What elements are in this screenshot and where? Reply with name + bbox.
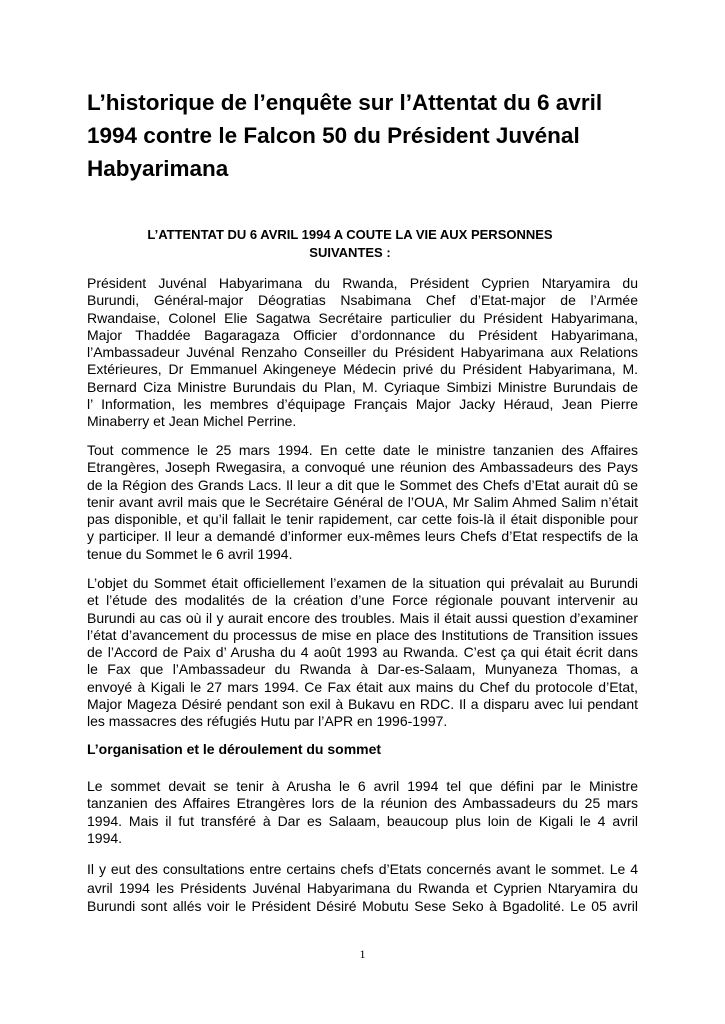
text-line: Burundi sont allés voir le Président Désiré Mobutu Sese Seko à Bgadolité. Le 05 avril bbox=[87, 898, 638, 914]
subheading: L’organisation et le déroulement du sommet bbox=[87, 741, 382, 757]
text-line: Le sommet devait se tenir à Arusha le 6 avril 1994 tel que défini par le Ministre bbox=[87, 778, 638, 794]
text-line: y participer. Il leur a demandé d’informer eux-mêmes leurs Chefs d’Etat respectifs de la bbox=[87, 528, 638, 545]
text-line: 1994. Mais il fut transféré à Dar es Salaam, beaucoup plus loin de Kigali le 4 avril bbox=[87, 812, 638, 829]
text-line: Rwandaise, Colonel Elie Sagatwa Secrétaire particulier du Président Habyarimana, bbox=[87, 309, 638, 326]
text-line: Major Mageza Désiré pendant son exil à Bukavu en RDC. Il a disparu avec lui pendant bbox=[87, 696, 638, 713]
text-line: Burundi au cas où il y aurait encore des troubles. Mais il était aussi question d’examiner bbox=[87, 609, 638, 626]
document-title: L’historique de l’enquête sur l’Attentat du 6 avril 1994 contre le Falcon 50 du Président Juvénal Habyarimana bbox=[87, 90, 603, 181]
text-line: le Fax que l’Ambassadeur du Rwanda à Dar-es-Salaam, Munyaneza Thomas, a bbox=[87, 661, 638, 678]
text-line: Extérieures, Dr Emmanuel Akingeneye Médecin privé du Président Habyarimana, M. bbox=[87, 361, 638, 378]
text-line: l’Ambassadeur Juvénal Renzaho Conseiller du Président Habyarimana aux Relations bbox=[87, 344, 638, 361]
text-line: Minaberry et Jean Michel Perrine. bbox=[87, 413, 297, 430]
text-line: les massacres des réfugiés Hutu par l’APR en 1996-1997. bbox=[87, 713, 448, 730]
text-line: Bernard Ciza Ministre Burundais du Plan, M. Cyriaque Simbizi Ministre Burundais de bbox=[87, 378, 638, 395]
text-line: L’objet du Sommet était officiellement l’examen de la situation qui prévalait au Burundi bbox=[87, 575, 638, 591]
text-line: l’état d’avancement du processus de mise en place des Institutions de Transition issues bbox=[87, 626, 638, 643]
text-line: Burundi, Général-major Déogratias Nsabimana Chef d’Etat-major de l’Armée bbox=[87, 292, 638, 309]
section-heading-line: SUIVANTES : bbox=[309, 245, 391, 260]
text-line: 1994. bbox=[87, 829, 123, 846]
text-line: de la Région des Grands Lacs. Il leur a dit que le Sommet des Chefs d’Etat aurait dû se bbox=[87, 476, 638, 493]
section-heading bbox=[100, 226, 600, 262]
section-heading-line: L’ATTENTAT DU 6 AVRIL 1994 A COUTE LA VIE AUX PERSONNES bbox=[147, 227, 553, 242]
paragraph-summit-location bbox=[87, 778, 638, 847]
text-line: avril 1994 les Présidents Juvénal Habyarimana du Rwanda et Cyprien Ntaryamira du bbox=[87, 879, 638, 896]
text-line: tenir avant avril mais que le Secrétaire Général de l’OUA, Mr Salim Ahmed Salim n’était bbox=[87, 493, 638, 510]
text-line: Il y eut des consultations entre certains chefs d’Etats concernés avant le sommet. Le 4 bbox=[87, 861, 638, 877]
paragraph-victims bbox=[87, 275, 638, 431]
text-line: pas disponible, et qu’il fallait le tenir rapidement, car cette fois-là il était disponible pour bbox=[87, 511, 638, 528]
text-line: Président Juvénal Habyarimana du Rwanda, Président Cyprien Ntaryamira du bbox=[87, 275, 638, 291]
paragraph-origins bbox=[87, 442, 638, 563]
text-line: et l’étude des modalités de la création d’une Force régionale pouvant intervenir au bbox=[87, 592, 638, 609]
text-line: Major Thaddée Bagaragaza Officier d’ordonnance du Président Habyarimana, bbox=[87, 326, 638, 343]
text-line: envoyé à Kigali le 27 mars 1994. Ce Fax était aux mains du Chef du protocole d’Etat, bbox=[87, 678, 638, 695]
text-line: Tout commence le 25 mars 1994. En cette date le ministre tanzanien des Affaires bbox=[87, 442, 638, 458]
paragraph-consultations bbox=[87, 860, 638, 916]
text-line: tenue du Sommet le 6 avril 1994. bbox=[87, 545, 293, 562]
page-number: 1 bbox=[359, 947, 366, 961]
text-line: l’ Information, les membres d’équipage Français Major Jacky Héraud, Jean Pierre bbox=[87, 396, 638, 413]
text-line: de l’Accord de Paix d’ Arusha du 4 août 1993 au Rwanda. C’est ça qui était écrit dans bbox=[87, 644, 638, 661]
text-line: tanzanien des Affaires Etrangères lors de la réunion des Ambassadeurs du 25 mars bbox=[87, 795, 638, 812]
text-line: Etrangères, Joseph Rwegasira, a convoqué une réunion des Ambassadeurs des Pays bbox=[87, 459, 638, 476]
paragraph-summit-purpose bbox=[87, 575, 638, 731]
